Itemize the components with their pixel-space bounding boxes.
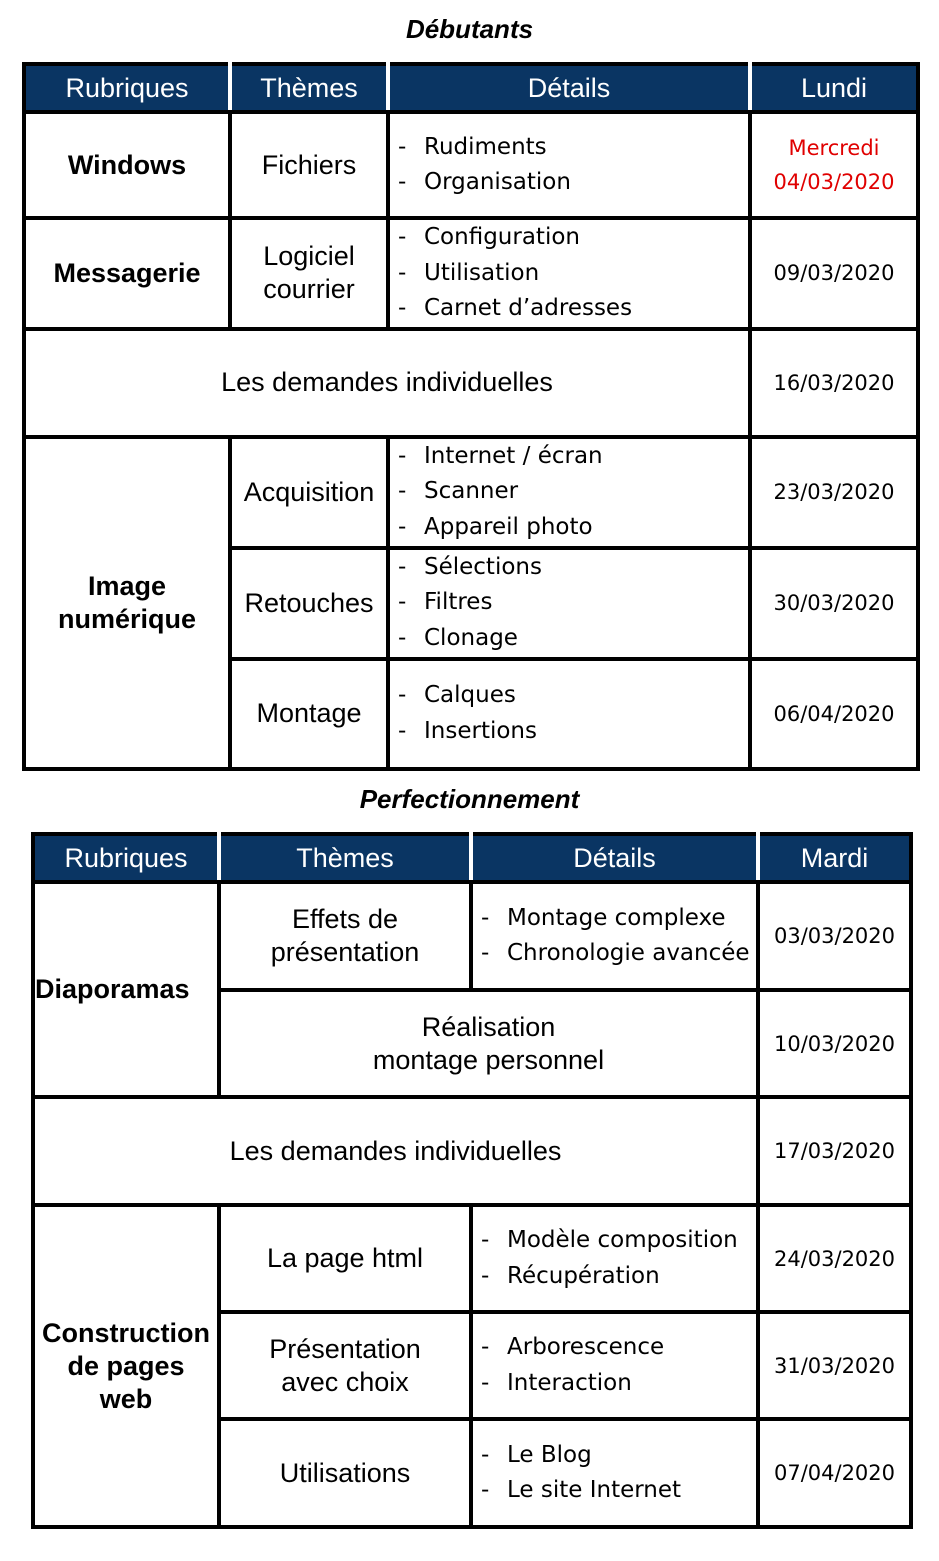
date-cell: 06/04/2020 [750, 659, 918, 769]
detail-item: - Le Blog [481, 1441, 592, 1468]
details-cell [388, 112, 750, 218]
detail-item: - Insertions [398, 717, 537, 744]
header-themes: Thèmes [219, 834, 471, 882]
demandes-individuelles: Les demandes individuelles [33, 1097, 758, 1205]
detail-item: - Le site Internet [481, 1477, 682, 1503]
date-cell: 03/03/2020 [758, 882, 911, 990]
demandes-individuelles: Les demandes individuelles [24, 329, 750, 437]
table-row [24, 112, 918, 218]
theme-effets-presentation: Effets de présentation [219, 882, 471, 990]
header-row [24, 64, 918, 112]
header-details: Détails [471, 834, 758, 882]
realisation-montage-personnel: Réalisation montage personnel [219, 990, 758, 1097]
detail-item: - Configuration [398, 224, 580, 250]
theme-fichiers: Fichiers [230, 112, 388, 218]
detail-item: - Récupération [481, 1262, 660, 1289]
theme-montage: Montage [230, 659, 388, 769]
date-cell: 31/03/2020 [758, 1312, 911, 1419]
details-cell [471, 882, 758, 990]
detail-item: - Arborescence [481, 1334, 665, 1360]
date-cell: 09/03/2020 [750, 218, 918, 329]
detail-item: - Modèle composition [481, 1227, 738, 1253]
detail-item: - Carnet d’adresses [398, 295, 633, 321]
rubrique-windows: Windows [24, 112, 230, 218]
date-cell: 24/03/2020 [758, 1205, 911, 1312]
detail-item: - Filtres [398, 589, 493, 616]
theme-utilisations: Utilisations [219, 1419, 471, 1527]
header-row [33, 834, 911, 882]
date-value: 04/03/2020 [773, 170, 895, 194]
header-themes: Thèmes [230, 64, 388, 112]
table-debutants [22, 62, 920, 771]
detail-item: - Calques [398, 682, 516, 708]
details-cell [471, 1312, 758, 1419]
table-perfectionnement [31, 832, 913, 1529]
table-row [24, 437, 918, 548]
table-row [33, 1205, 911, 1312]
details-cell [471, 1419, 758, 1527]
header-day: Lundi [750, 64, 918, 112]
details-cell [388, 659, 750, 769]
date-day-label: Mercredi [788, 136, 880, 160]
detail-item: - Chronologie avancée [481, 940, 750, 966]
detail-item: - Interaction [481, 1369, 632, 1396]
detail-item: - Sélections [398, 553, 542, 580]
detail-item: - Organisation [398, 169, 571, 195]
detail-item: - Clonage [398, 624, 518, 651]
date-cell: 07/04/2020 [758, 1419, 911, 1527]
rubrique-image-numerique: Image numérique [24, 437, 230, 769]
date-cell: 30/03/2020 [750, 548, 918, 659]
header-day: Mardi [758, 834, 911, 882]
details-cell [388, 437, 750, 548]
date-cell [750, 112, 918, 218]
table-row [33, 1097, 911, 1205]
detail-item: - Scanner [398, 478, 519, 505]
detail-item: - Utilisation [398, 259, 540, 286]
theme-acquisition: Acquisition [230, 437, 388, 548]
rubrique-diaporamas: Diaporamas [33, 882, 219, 1097]
table-row [24, 329, 918, 437]
title-perfectionnement: Perfectionnement [359, 784, 580, 814]
details-cell [471, 1205, 758, 1312]
detail-item: - Rudiments [398, 133, 547, 160]
header-details: Détails [388, 64, 750, 112]
table-row [24, 218, 918, 329]
header-rubriques: Rubriques [24, 64, 230, 112]
theme-logiciel-courrier: Logiciel courrier [230, 218, 388, 329]
header-rubriques: Rubriques [33, 834, 219, 882]
date-cell: 17/03/2020 [758, 1097, 911, 1205]
theme-retouches: Retouches [230, 548, 388, 659]
rubrique-messagerie: Messagerie [24, 218, 230, 329]
theme-presentation-avec-choix: Présentation avec choix [219, 1312, 471, 1419]
title-debutants: Débutants [405, 14, 534, 44]
detail-item: - Internet / écran [398, 442, 603, 469]
theme-page-html: La page html [219, 1205, 471, 1312]
detail-item: - Appareil photo [398, 513, 593, 540]
table-row [33, 882, 911, 990]
details-cell [388, 548, 750, 659]
date-cell: 10/03/2020 [758, 990, 911, 1097]
detail-item: - Montage complexe [481, 904, 726, 931]
rubrique-construction-pages-web: Construction de pages web [33, 1205, 219, 1527]
details-cell [388, 218, 750, 329]
date-cell: 23/03/2020 [750, 437, 918, 548]
date-cell: 16/03/2020 [750, 329, 918, 437]
